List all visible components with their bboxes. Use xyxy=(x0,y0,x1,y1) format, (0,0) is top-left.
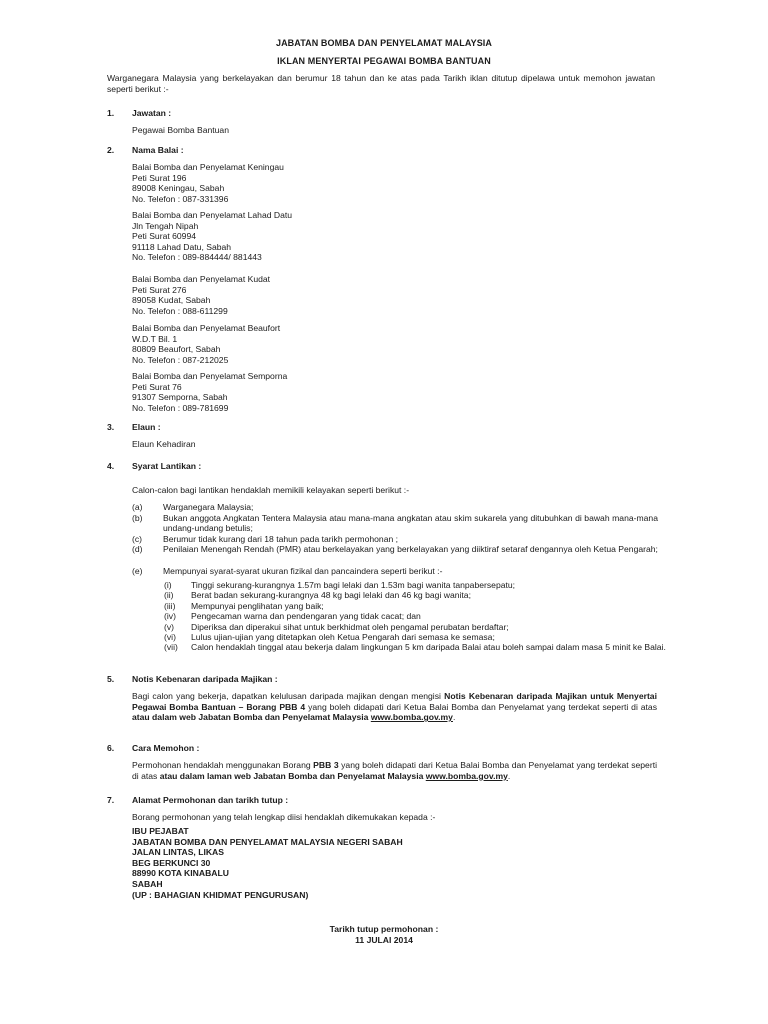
station-address: Balai Bomba dan Penyelamat Lahad Datu Jln Tengah Nipah Peti Surat 60994 91118 Lahad Datu, Sabah No. Telefon : 089-884444/ 881443 xyxy=(132,210,293,263)
list-item: (iv) Pengecaman warna dan pendengaran yang tidak cacat; dan xyxy=(164,611,421,622)
intro-paragraph: Warganegara Malaysia yang berkelayakan dan berumur 18 tahun dan ke atas pada Tarikh iklan ditutup dipelawa untuk memohon jawatan seperti berikut :- xyxy=(107,73,655,94)
section-number: 2. xyxy=(107,145,115,155)
list-item: (b) Bukan anggota Angkatan Tentera Malaysia atau mana-mana angkatan atau skim sukarela yang ditubuhkan di bawah mana-mana undang-undang betulis; xyxy=(132,512,658,534)
list-item: (a) Warganegara Malaysia; xyxy=(132,502,254,512)
section-heading: Notis Kebenaran daripada Majikan : xyxy=(132,674,278,684)
section-heading: Alamat Permohonan dan tarikh tutup : xyxy=(132,795,289,805)
section-heading: Nama Balai : xyxy=(132,145,184,155)
closing-date-label: Tarikh tutup permohonan : xyxy=(329,924,439,934)
list-item: (iii) Mempunyai penglihatan yang baik; xyxy=(164,600,324,611)
section-intro: Calon-calon bagi lantikan hendaklah memikili kelayakan seperti berikut :- xyxy=(132,485,410,495)
list-item: (ii) Berat badan sekurang-kurangnya 48 kg bagi lelaki dan 46 kg bagi wanita; xyxy=(164,590,471,601)
station-address: Balai Bomba dan Penyelamat Beaufort W.D.T Bil. 1 80809 Beaufort, Sabah No. Telefon : 087-212025 xyxy=(132,323,281,365)
list-item: (c) Berumur tidak kurang dari 18 tahun pada tarikh permohonan ; xyxy=(132,533,399,544)
headquarters-address: IBU PEJABAT JABATAN BOMBA DAN PENYELAMAT MALAYSIA NEGERI SABAH JALAN LINTAS, LIKAS BEG BERKUNCI 30 88990 KOTA KINABALU SABAH (UP : BAHAGIAN KHIDMAT PENGURUSAN) xyxy=(132,826,403,900)
station-address: Balai Bomba dan Penyelamat Semporna Peti Surat 76 91307 Semporna, Sabah No. Telefon : 089-781699 xyxy=(132,371,288,413)
list-item: (d) Penilaian Menengah Rendah (PMR) atau berkelayakan yang berkelayakan yang diiktiraf setaraf dengannya oleh Ketua Pengarah; xyxy=(132,544,658,555)
document-title: JABATAN BOMBA DAN PENYELAMAT MALAYSIA xyxy=(275,38,493,48)
section-text: Pegawai Bomba Bantuan xyxy=(132,125,229,135)
section-number: 6. xyxy=(107,743,115,753)
list-item: (i) Tinggi sekurang-kurangnya 1.57m bagi lelaki dan 1.53m bagi wanita tanpabersepatu; xyxy=(164,580,516,590)
section-number: 3. xyxy=(107,422,115,432)
closing-date: 11 JULAI 2014 xyxy=(355,935,413,945)
section-number: 4. xyxy=(107,461,115,471)
list-item: (v) Diperiksa dan diperakui sihat untuk berkhidmat oleh pengamal perubatan berdaftar; xyxy=(164,621,509,632)
section-text: Elaun Kehadiran xyxy=(132,439,196,449)
list-item: (vii) Calon hendaklah tinggal atau bekerja dalam lingkungan 5 km daripada Balai atau boleh sampai dalam masa 5 minit ke Balai. xyxy=(164,642,666,653)
section-intro: Borang permohonan yang telah lengkap diisi hendaklah dikemukakan kepada :- xyxy=(132,812,436,822)
section-heading: Cara Memohon : xyxy=(132,743,200,753)
section-number: 1. xyxy=(107,108,115,118)
physical-requirements-list xyxy=(164,580,666,663)
station-address: Balai Bomba dan Penyelamat Kudat Peti Surat 276 89058 Kudat, Sabah No. Telefon : 088-611299 xyxy=(132,274,271,316)
section-heading: Syarat Lantikan : xyxy=(132,461,202,471)
requirements-list xyxy=(132,502,657,576)
bomba-website-link[interactable]: www.bomba.gov.my xyxy=(370,712,453,723)
list-item: (vi) Lulus ujian-ujian yang ditetapkan oleh Ketua Pengarah dari semasa ke semasa; xyxy=(164,631,495,642)
section-text: Bagi calon yang bekerja, dapatkan kelulusan daripada majikan dengan mengisi Notis Kebenaran daripada Majikan untuk Menyertai Pegawai Bomba Bantuan – Borang PBB 4 yang boleh didapati dari Ketua Balai Bomba dan Penyelamat yang terdekat seperti di atas atau dalam web Jabatan Bomba dan Penyelamat Malaysia www.bomba.gov.my. xyxy=(132,691,658,723)
document-subtitle: IKLAN MENYERTAI PEGAWAI BOMBA BANTUAN xyxy=(277,56,491,66)
section-number: 5. xyxy=(107,674,115,684)
station-address: Balai Bomba dan Penyelamat Keningau Peti Surat 196 89008 Keningau, Sabah No. Telefon : 087-331396 xyxy=(132,162,284,204)
section-heading: Elaun : xyxy=(132,422,161,432)
bomba-website-link[interactable]: www.bomba.gov.my xyxy=(425,770,508,781)
section-text: Permohonan hendaklah menggunakan Borang PBB 3 yang boleh didapati dari Ketua Balai Bomba dan Penyelamat yang terdekat seperti di atas atau dalam laman web Jabatan Bomba dan Penyelamat Malaysia www.bomba.gov.my. xyxy=(132,760,657,781)
section-number: 7. xyxy=(107,795,115,805)
list-item: (e) Mempunyai syarat-syarat ukuran fizikal dan pancaindera seperti berikut :- xyxy=(132,565,443,576)
section-heading: Jawatan : xyxy=(132,108,172,118)
